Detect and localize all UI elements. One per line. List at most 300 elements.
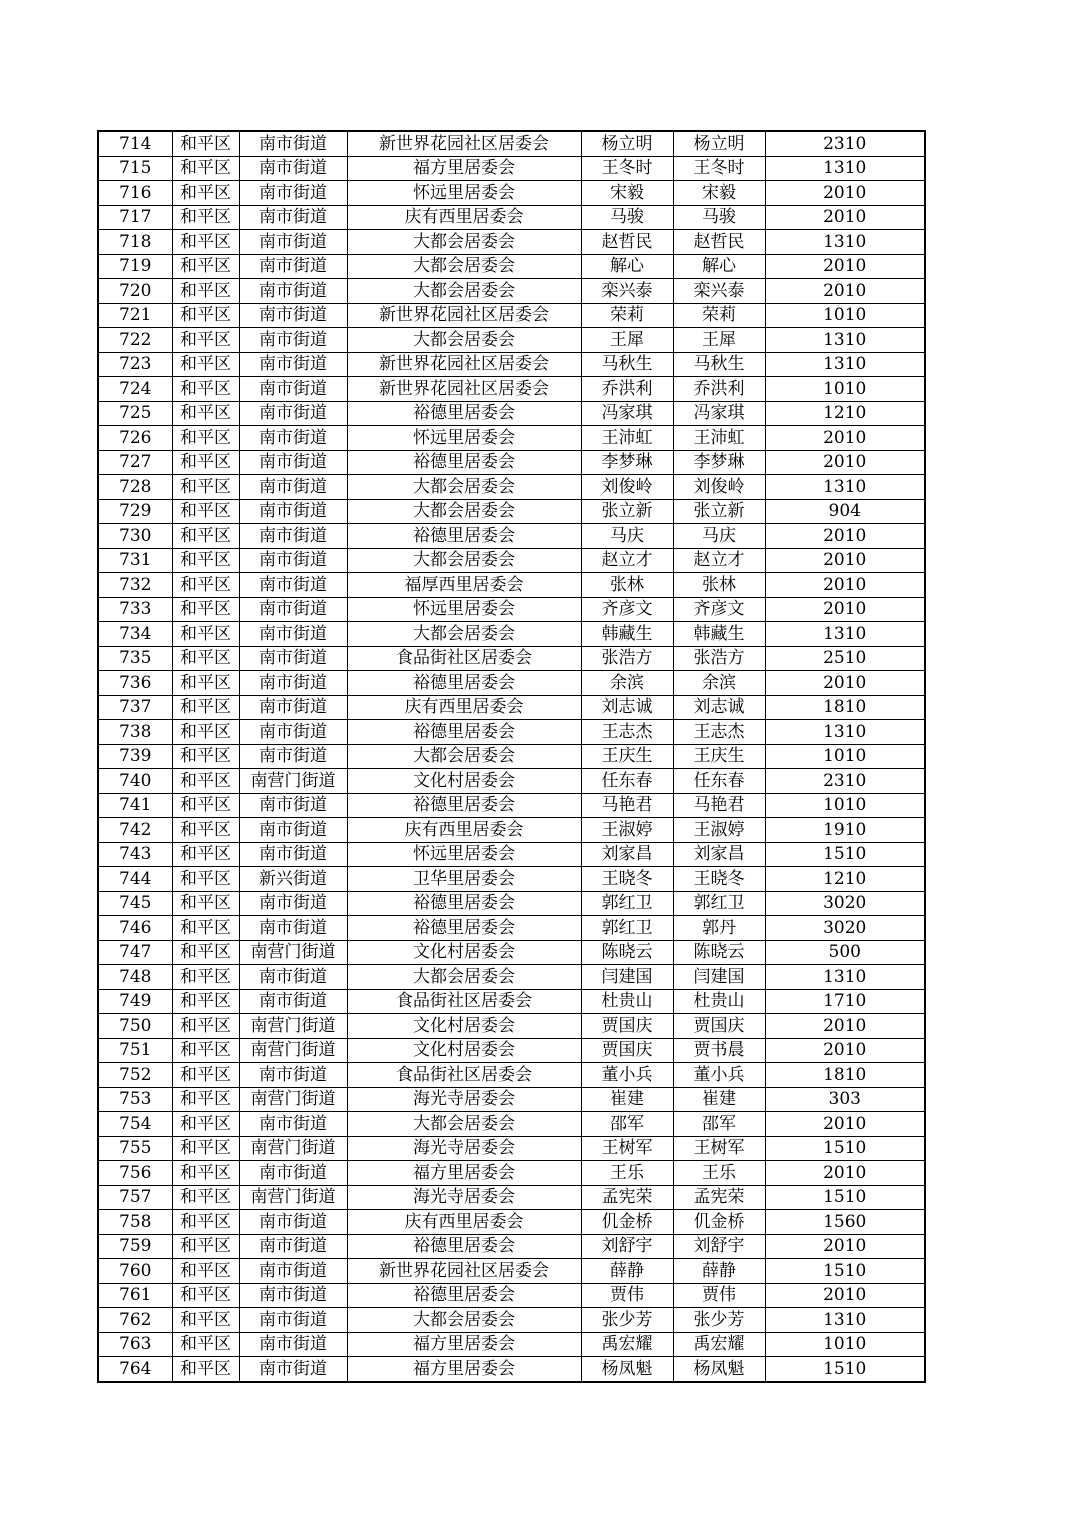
row-number-cell: 745 — [98, 891, 172, 916]
committee-cell: 新世界花园社区居委会 — [347, 377, 581, 402]
table-row — [98, 1210, 925, 1235]
row-number-cell: 754 — [98, 1112, 172, 1137]
row-number-cell: 715 — [98, 156, 172, 181]
recipient-cell: 贾伟 — [673, 1283, 765, 1308]
row-number-cell: 731 — [98, 548, 172, 573]
table-row — [98, 916, 925, 941]
committee-cell: 裕德里居委会 — [347, 793, 581, 818]
applicant-cell: 杨凤魁 — [581, 1357, 673, 1382]
committee-cell: 大都会居委会 — [347, 622, 581, 647]
table-row — [98, 279, 925, 304]
amount-cell: 1210 — [765, 401, 925, 426]
recipient-cell: 王沛虹 — [673, 426, 765, 451]
committee-cell: 庆有西里居委会 — [347, 205, 581, 230]
table-row — [98, 573, 925, 598]
committee-cell: 大都会居委会 — [347, 1308, 581, 1333]
row-number-cell: 737 — [98, 695, 172, 720]
applicant-cell: 孟宪荣 — [581, 1185, 673, 1210]
amount-cell: 2010 — [765, 1283, 925, 1308]
table-row — [98, 597, 925, 622]
recipient-cell: 韩藏生 — [673, 622, 765, 647]
amount-cell: 2010 — [765, 205, 925, 230]
applicant-cell: 赵立才 — [581, 548, 673, 573]
applicant-cell: 马骏 — [581, 205, 673, 230]
table-row — [98, 352, 925, 377]
district-cell: 和平区 — [172, 352, 239, 377]
committee-cell: 庆有西里居委会 — [347, 1210, 581, 1235]
amount-cell: 2010 — [765, 181, 925, 206]
amount-cell: 1510 — [765, 1185, 925, 1210]
recipient-cell: 孟宪荣 — [673, 1185, 765, 1210]
district-cell: 和平区 — [172, 818, 239, 843]
applicant-cell: 王冬时 — [581, 156, 673, 181]
committee-cell: 海光寺居委会 — [347, 1185, 581, 1210]
street-cell: 南营门街道 — [239, 1014, 347, 1039]
table-row — [98, 720, 925, 745]
table-row — [98, 965, 925, 990]
row-number-cell: 727 — [98, 450, 172, 475]
recipient-cell: 董小兵 — [673, 1063, 765, 1088]
row-number-cell: 760 — [98, 1259, 172, 1284]
amount-cell: 2310 — [765, 131, 925, 156]
street-cell: 南市街道 — [239, 891, 347, 916]
committee-cell: 文化村居委会 — [347, 1014, 581, 1039]
row-number-cell: 739 — [98, 744, 172, 769]
row-number-cell: 728 — [98, 475, 172, 500]
table-row — [98, 769, 925, 794]
amount-cell: 2010 — [765, 1161, 925, 1186]
table-body — [98, 131, 925, 1382]
table-row — [98, 1185, 925, 1210]
amount-cell: 1010 — [765, 1332, 925, 1357]
amount-cell: 2010 — [765, 1038, 925, 1063]
row-number-cell: 764 — [98, 1357, 172, 1382]
street-cell: 南市街道 — [239, 426, 347, 451]
committee-cell: 食品街社区居委会 — [347, 646, 581, 671]
committee-cell: 卫华里居委会 — [347, 867, 581, 892]
applicant-cell: 齐彦文 — [581, 597, 673, 622]
applicant-cell: 赵哲民 — [581, 230, 673, 255]
amount-cell: 2010 — [765, 254, 925, 279]
district-cell: 和平区 — [172, 205, 239, 230]
amount-cell: 1510 — [765, 1259, 925, 1284]
street-cell: 南市街道 — [239, 524, 347, 549]
committee-cell: 文化村居委会 — [347, 769, 581, 794]
applicant-cell: 贾国庆 — [581, 1014, 673, 1039]
applicant-cell: 王乐 — [581, 1161, 673, 1186]
street-cell: 南市街道 — [239, 1357, 347, 1382]
amount-cell: 2010 — [765, 426, 925, 451]
street-cell: 南市街道 — [239, 1283, 347, 1308]
recipient-cell: 张少芳 — [673, 1308, 765, 1333]
street-cell: 南市街道 — [239, 1259, 347, 1284]
applicant-cell: 乔洪利 — [581, 377, 673, 402]
district-cell: 和平区 — [172, 1161, 239, 1186]
recipient-cell: 马庆 — [673, 524, 765, 549]
street-cell: 南市街道 — [239, 1234, 347, 1259]
amount-cell: 500 — [765, 940, 925, 965]
row-number-cell: 744 — [98, 867, 172, 892]
committee-cell: 裕德里居委会 — [347, 401, 581, 426]
table-row — [98, 156, 925, 181]
applicant-cell: 王沛虹 — [581, 426, 673, 451]
district-cell: 和平区 — [172, 842, 239, 867]
table-row — [98, 328, 925, 353]
committee-cell: 怀远里居委会 — [347, 426, 581, 451]
applicant-cell: 解心 — [581, 254, 673, 279]
recipient-cell: 刘舒宇 — [673, 1234, 765, 1259]
applicant-cell: 刘志诚 — [581, 695, 673, 720]
recipient-cell: 刘志诚 — [673, 695, 765, 720]
row-number-cell: 732 — [98, 573, 172, 598]
row-number-cell: 726 — [98, 426, 172, 451]
amount-cell: 2010 — [765, 671, 925, 696]
district-cell: 和平区 — [172, 426, 239, 451]
recipient-cell: 郭红卫 — [673, 891, 765, 916]
district-cell: 和平区 — [172, 1038, 239, 1063]
table-row — [98, 401, 925, 426]
district-cell: 和平区 — [172, 695, 239, 720]
street-cell: 南营门街道 — [239, 1136, 347, 1161]
amount-cell: 1310 — [765, 352, 925, 377]
table-row — [98, 254, 925, 279]
table-row — [98, 1283, 925, 1308]
district-cell: 和平区 — [172, 646, 239, 671]
street-cell: 南市街道 — [239, 279, 347, 304]
amount-cell: 2010 — [765, 450, 925, 475]
applicant-cell: 仉金桥 — [581, 1210, 673, 1235]
district-cell: 和平区 — [172, 1259, 239, 1284]
committee-cell: 海光寺居委会 — [347, 1136, 581, 1161]
committee-cell: 福方里居委会 — [347, 1357, 581, 1382]
committee-cell: 庆有西里居委会 — [347, 695, 581, 720]
applicant-cell: 栾兴泰 — [581, 279, 673, 304]
applicant-cell: 冯家琪 — [581, 401, 673, 426]
recipient-cell: 解心 — [673, 254, 765, 279]
district-cell: 和平区 — [172, 1185, 239, 1210]
row-number-cell: 749 — [98, 989, 172, 1014]
applicant-cell: 宋毅 — [581, 181, 673, 206]
row-number-cell: 740 — [98, 769, 172, 794]
table-row — [98, 1087, 925, 1112]
street-cell: 南市街道 — [239, 352, 347, 377]
committee-cell: 怀远里居委会 — [347, 842, 581, 867]
recipient-cell: 崔建 — [673, 1087, 765, 1112]
amount-cell: 2510 — [765, 646, 925, 671]
applicant-cell: 董小兵 — [581, 1063, 673, 1088]
recipient-cell: 王犀 — [673, 328, 765, 353]
applicant-cell: 王志杰 — [581, 720, 673, 745]
committee-cell: 大都会居委会 — [347, 965, 581, 990]
recipient-cell: 宋毅 — [673, 181, 765, 206]
row-number-cell: 752 — [98, 1063, 172, 1088]
amount-cell: 2010 — [765, 524, 925, 549]
row-number-cell: 735 — [98, 646, 172, 671]
recipient-cell: 王志杰 — [673, 720, 765, 745]
district-cell: 和平区 — [172, 1136, 239, 1161]
committee-cell: 怀远里居委会 — [347, 181, 581, 206]
row-number-cell: 734 — [98, 622, 172, 647]
row-number-cell: 736 — [98, 671, 172, 696]
amount-cell: 1710 — [765, 989, 925, 1014]
committee-cell: 裕德里居委会 — [347, 720, 581, 745]
applicant-cell: 张林 — [581, 573, 673, 598]
district-cell: 和平区 — [172, 769, 239, 794]
committee-cell: 裕德里居委会 — [347, 891, 581, 916]
street-cell: 南营门街道 — [239, 940, 347, 965]
committee-cell: 新世界花园社区居委会 — [347, 131, 581, 156]
committee-cell: 海光寺居委会 — [347, 1087, 581, 1112]
street-cell: 南市街道 — [239, 254, 347, 279]
recipient-cell: 马骏 — [673, 205, 765, 230]
table-row — [98, 303, 925, 328]
row-number-cell: 725 — [98, 401, 172, 426]
district-cell: 和平区 — [172, 1332, 239, 1357]
district-cell: 和平区 — [172, 377, 239, 402]
table-row — [98, 131, 925, 156]
committee-cell: 福厚西里居委会 — [347, 573, 581, 598]
district-cell: 和平区 — [172, 940, 239, 965]
row-number-cell: 717 — [98, 205, 172, 230]
amount-cell: 3020 — [765, 891, 925, 916]
district-cell: 和平区 — [172, 1283, 239, 1308]
amount-cell: 2310 — [765, 769, 925, 794]
applicant-cell: 崔建 — [581, 1087, 673, 1112]
committee-cell: 大都会居委会 — [347, 744, 581, 769]
district-cell: 和平区 — [172, 1308, 239, 1333]
street-cell: 南市街道 — [239, 573, 347, 598]
row-number-cell: 761 — [98, 1283, 172, 1308]
applicant-cell: 马庆 — [581, 524, 673, 549]
row-number-cell: 755 — [98, 1136, 172, 1161]
table-row — [98, 377, 925, 402]
street-cell: 南市街道 — [239, 328, 347, 353]
table-row — [98, 475, 925, 500]
recipient-cell: 赵立才 — [673, 548, 765, 573]
row-number-cell: 716 — [98, 181, 172, 206]
street-cell: 南市街道 — [239, 720, 347, 745]
table-row — [98, 646, 925, 671]
committee-cell: 怀远里居委会 — [347, 597, 581, 622]
table-row — [98, 1308, 925, 1333]
recipient-cell: 荣莉 — [673, 303, 765, 328]
table-row — [98, 695, 925, 720]
committee-cell: 裕德里居委会 — [347, 1234, 581, 1259]
district-cell: 和平区 — [172, 597, 239, 622]
district-cell: 和平区 — [172, 181, 239, 206]
committee-cell: 大都会居委会 — [347, 254, 581, 279]
district-cell: 和平区 — [172, 303, 239, 328]
recipient-cell: 任东春 — [673, 769, 765, 794]
district-cell: 和平区 — [172, 891, 239, 916]
street-cell: 南市街道 — [239, 744, 347, 769]
row-number-cell: 738 — [98, 720, 172, 745]
table-row — [98, 1136, 925, 1161]
street-cell: 南市街道 — [239, 695, 347, 720]
committee-cell: 大都会居委会 — [347, 328, 581, 353]
district-cell: 和平区 — [172, 573, 239, 598]
committee-cell: 新世界花园社区居委会 — [347, 352, 581, 377]
recipient-cell: 仉金桥 — [673, 1210, 765, 1235]
street-cell: 南市街道 — [239, 401, 347, 426]
recipient-cell: 禹宏耀 — [673, 1332, 765, 1357]
street-cell: 南市街道 — [239, 181, 347, 206]
table-row — [98, 671, 925, 696]
amount-cell: 1510 — [765, 842, 925, 867]
table-row — [98, 818, 925, 843]
row-number-cell: 751 — [98, 1038, 172, 1063]
table-row — [98, 548, 925, 573]
applicant-cell: 张浩方 — [581, 646, 673, 671]
applicant-cell: 陈晓云 — [581, 940, 673, 965]
committee-cell: 大都会居委会 — [347, 548, 581, 573]
applicant-cell: 王庆生 — [581, 744, 673, 769]
street-cell: 南市街道 — [239, 842, 347, 867]
street-cell: 南市街道 — [239, 1210, 347, 1235]
applicant-cell: 马艳君 — [581, 793, 673, 818]
amount-cell: 1510 — [765, 1136, 925, 1161]
row-number-cell: 763 — [98, 1332, 172, 1357]
table-row — [98, 1161, 925, 1186]
recipient-cell: 陈晓云 — [673, 940, 765, 965]
amount-cell: 2010 — [765, 597, 925, 622]
committee-cell: 裕德里居委会 — [347, 1283, 581, 1308]
committee-cell: 裕德里居委会 — [347, 450, 581, 475]
table-row — [98, 842, 925, 867]
row-number-cell: 721 — [98, 303, 172, 328]
table-row — [98, 989, 925, 1014]
recipient-cell: 杨立明 — [673, 131, 765, 156]
street-cell: 南市街道 — [239, 989, 347, 1014]
committee-cell: 福方里居委会 — [347, 1332, 581, 1357]
row-number-cell: 758 — [98, 1210, 172, 1235]
row-number-cell: 724 — [98, 377, 172, 402]
street-cell: 南市街道 — [239, 793, 347, 818]
district-cell: 和平区 — [172, 450, 239, 475]
street-cell: 南市街道 — [239, 548, 347, 573]
street-cell: 南市街道 — [239, 475, 347, 500]
district-cell: 和平区 — [172, 475, 239, 500]
applicant-cell: 贾国庆 — [581, 1038, 673, 1063]
table-row — [98, 1259, 925, 1284]
committee-cell: 食品街社区居委会 — [347, 989, 581, 1014]
recipient-cell: 乔洪利 — [673, 377, 765, 402]
district-cell: 和平区 — [172, 1014, 239, 1039]
street-cell: 南市街道 — [239, 499, 347, 524]
row-number-cell: 729 — [98, 499, 172, 524]
applicant-cell: 任东春 — [581, 769, 673, 794]
row-number-cell: 722 — [98, 328, 172, 353]
recipient-cell: 栾兴泰 — [673, 279, 765, 304]
applicant-cell: 杜贵山 — [581, 989, 673, 1014]
applicant-cell: 刘家昌 — [581, 842, 673, 867]
amount-cell: 1560 — [765, 1210, 925, 1235]
street-cell: 南市街道 — [239, 205, 347, 230]
table-row — [98, 1332, 925, 1357]
recipient-cell: 王晓冬 — [673, 867, 765, 892]
street-cell: 南市街道 — [239, 1063, 347, 1088]
district-cell: 和平区 — [172, 328, 239, 353]
amount-cell: 1310 — [765, 475, 925, 500]
row-number-cell: 753 — [98, 1087, 172, 1112]
row-number-cell: 743 — [98, 842, 172, 867]
recipient-cell: 刘俊岭 — [673, 475, 765, 500]
applicant-cell: 贾伟 — [581, 1283, 673, 1308]
row-number-cell: 762 — [98, 1308, 172, 1333]
applicant-cell: 王犀 — [581, 328, 673, 353]
applicant-cell: 王晓冬 — [581, 867, 673, 892]
applicant-cell: 薛静 — [581, 1259, 673, 1284]
district-cell: 和平区 — [172, 1210, 239, 1235]
amount-cell: 1910 — [765, 818, 925, 843]
applicant-cell: 刘俊岭 — [581, 475, 673, 500]
street-cell: 南市街道 — [239, 818, 347, 843]
street-cell: 南市街道 — [239, 916, 347, 941]
committee-cell: 大都会居委会 — [347, 279, 581, 304]
district-cell: 和平区 — [172, 867, 239, 892]
row-number-cell: 714 — [98, 131, 172, 156]
amount-cell: 3020 — [765, 916, 925, 941]
row-number-cell: 741 — [98, 793, 172, 818]
committee-cell: 庆有西里居委会 — [347, 818, 581, 843]
applicant-cell: 余滨 — [581, 671, 673, 696]
amount-cell: 2010 — [765, 573, 925, 598]
recipient-cell: 薛静 — [673, 1259, 765, 1284]
applicant-cell: 荣莉 — [581, 303, 673, 328]
street-cell: 南市街道 — [239, 1161, 347, 1186]
applicant-cell: 郭红卫 — [581, 891, 673, 916]
row-number-cell: 756 — [98, 1161, 172, 1186]
street-cell: 南市街道 — [239, 965, 347, 990]
table-row — [98, 940, 925, 965]
applicant-cell: 杨立明 — [581, 131, 673, 156]
committee-cell: 文化村居委会 — [347, 940, 581, 965]
committee-cell: 食品街社区居委会 — [347, 1063, 581, 1088]
recipient-cell: 王冬时 — [673, 156, 765, 181]
table-row — [98, 230, 925, 255]
committee-cell: 裕德里居委会 — [347, 671, 581, 696]
table-row — [98, 1063, 925, 1088]
amount-cell: 2010 — [765, 279, 925, 304]
committee-cell: 大都会居委会 — [347, 1112, 581, 1137]
district-cell: 和平区 — [172, 524, 239, 549]
applicant-cell: 郭红卫 — [581, 916, 673, 941]
amount-cell: 1810 — [765, 695, 925, 720]
recipient-cell: 王庆生 — [673, 744, 765, 769]
row-number-cell: 742 — [98, 818, 172, 843]
street-cell: 南市街道 — [239, 597, 347, 622]
amount-cell: 2010 — [765, 1014, 925, 1039]
committee-cell: 裕德里居委会 — [347, 524, 581, 549]
recipient-cell: 余滨 — [673, 671, 765, 696]
table-row — [98, 891, 925, 916]
applicant-cell: 韩藏生 — [581, 622, 673, 647]
amount-cell: 2010 — [765, 1112, 925, 1137]
street-cell: 南市街道 — [239, 1308, 347, 1333]
committee-cell: 大都会居委会 — [347, 230, 581, 255]
amount-cell: 2010 — [765, 1234, 925, 1259]
amount-cell: 1810 — [765, 1063, 925, 1088]
district-cell: 和平区 — [172, 1087, 239, 1112]
applicant-cell: 马秋生 — [581, 352, 673, 377]
amount-cell: 1310 — [765, 720, 925, 745]
recipient-cell: 贾书晨 — [673, 1038, 765, 1063]
row-number-cell: 750 — [98, 1014, 172, 1039]
street-cell: 南市街道 — [239, 131, 347, 156]
table-row — [98, 181, 925, 206]
street-cell: 南营门街道 — [239, 1038, 347, 1063]
recipient-cell: 郭丹 — [673, 916, 765, 941]
